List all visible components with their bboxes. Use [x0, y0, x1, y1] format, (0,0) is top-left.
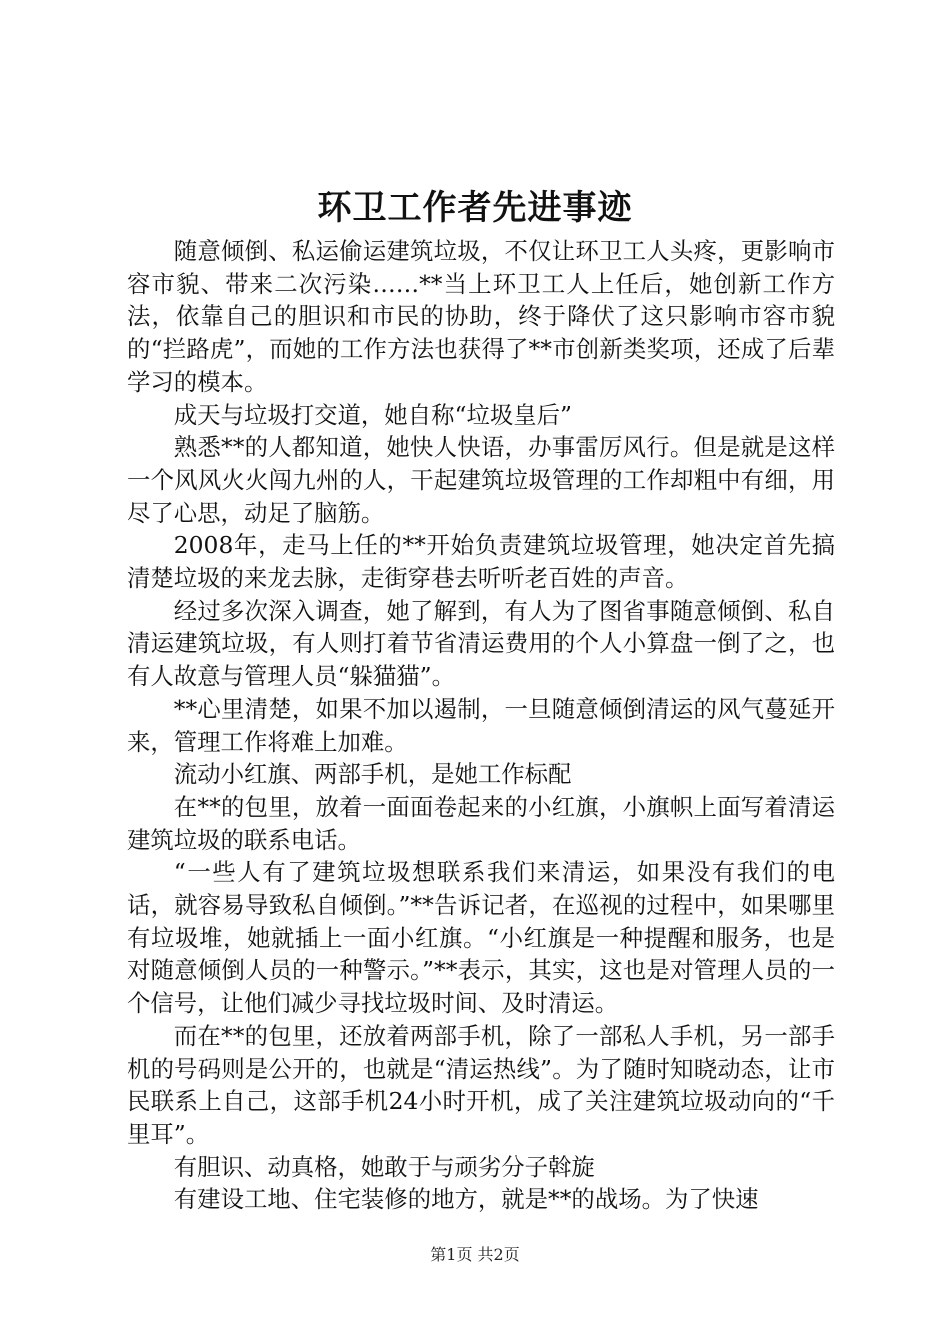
paragraph: 经过多次深入调查，她了解到，有人为了图省事随意倾倒、私自清运建筑垃圾，有人则打着节省清运费用的个人小算盘一倒了之，也有人故意与管理人员“躲猫猫”。 [127, 596, 835, 691]
section-heading: 成天与垃圾打交道，她自称“垃圾皇后” [173, 400, 572, 429]
paragraph: **心里清楚，如果不加以遏制，一旦随意倾倒清运的风气蔓延开来，管理工作将难上加难。 [127, 694, 835, 756]
paragraph: 而在**的包里，还放着两部手机，除了一部私人手机，另一部手机的号码则是公开的，也就是“清运热线”。为了随时知晓动态，让市民联系上自己，这部手机24小时开机，成了关注建筑垃圾动向的“千里耳”。 [127, 1021, 835, 1148]
paragraph: 在**的包里，放着一面面卷起来的小红旗，小旗帜上面写着清运建筑垃圾的联系电话。 [127, 792, 835, 854]
paragraph: 有建设工地、住宅装修的地方，就是**的战场。为了快速 [173, 1185, 759, 1214]
section-heading: 流动小红旗、两部手机，是她工作标配 [173, 760, 572, 789]
page-footer: 第1页 共2页 [430, 1245, 520, 1264]
document-body [127, 235, 835, 1216]
document-title: 环卫工作者先进事迹 [317, 188, 633, 228]
paragraph: 熟悉**的人都知道，她快人快语，办事雷厉风行。但是就是这样一个风风火火闯九州的人，干起建筑垃圾管理的工作却粗中有细，用尽了心思，动足了脑筋。 [127, 433, 835, 527]
section-heading: 有胆识、动真格，她敢于与顽劣分子斡旋 [173, 1152, 595, 1181]
paragraph: 2008年，走马上任的**开始负责建筑垃圾管理，她决定首先搞清楚垃圾的来龙去脉，走街穿巷去听听老百姓的声音。 [127, 531, 835, 593]
paragraph: “一些人有了建筑垃圾想联系我们来清运，如果没有我们的电话，就容易导致私自倾倒。”**告诉记者，在巡视的过程中，如果哪里有垃圾堆，她就插上一面小红旗。“小红旗是一种提醒和服务，也是对随意倾倒人员的一种警示。”**表示，其实，这也是对管理人员的一个信号，让他们减少寻找垃圾时间、及时清运。 [127, 858, 835, 1018]
paragraph: 随意倾倒、私运偷运建筑垃圾，不仅让环卫工人头疼，更影响市容市貌、带来二次污染……**当上环卫工人上任后，她创新工作方法，依靠自己的胆识和市民的协助，终于降伏了这只影响市容市貌的“拦路虎”，而她的工作方法也获得了**市创新类奖项，还成了后辈学习的模本。 [127, 237, 835, 396]
